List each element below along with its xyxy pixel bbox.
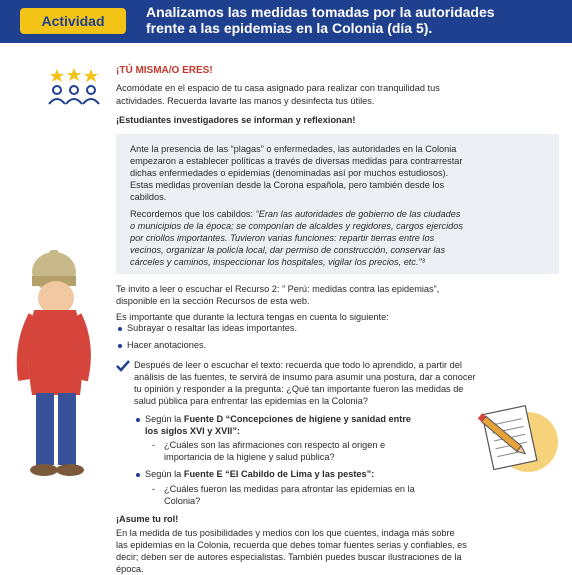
bullet-item-1: Subrayar o resaltar las ideas importantes. (127, 323, 298, 333)
box-p2-line-4 (130, 244, 445, 256)
title-line-2: frente a las epidemias en la Colonia (día 5). (146, 20, 433, 36)
bullet-item-2: Hacer anotaciones. (127, 340, 207, 350)
cabildo-quote-3: por criollos importantes. Tuvieron varias funciones: repartir tierras entre los (130, 233, 435, 243)
box-p1-line-1: Ante la presencia de las “plagas” o enfermedades, las autoridades en la Colonia (130, 144, 457, 154)
fuente-d-question-2: importancia de la higiene y salud pública? (164, 452, 335, 462)
bullet-dot (118, 344, 122, 348)
box-p2-lead: Recordemos que los cabildos: (130, 209, 256, 219)
important-text: Es importante que durante la lectura tengas en cuenta lo siguiente: (116, 312, 389, 322)
fuente-e-lead: Según la (145, 469, 184, 479)
fuente-d-line-1 (145, 413, 411, 425)
title-line-1: Analizamos las medidas tomadas por la autoridades (146, 4, 495, 20)
box-p2-line-5 (130, 256, 425, 268)
activity-header (0, 0, 572, 43)
section1-line-1: Acomódate en el espacio de tu casa asignado para realizar con tranquilidad tus (116, 83, 440, 93)
box-p1-line-5: cabildos. (130, 192, 167, 202)
invite-line-2: disponible en la sección Recursos de esta web. (116, 296, 310, 306)
student-illustration (14, 250, 114, 490)
box-p1-line-2: empezaron a establecer políticas a través de diversas medidas para contrarrestar (130, 156, 463, 166)
box-p1-line-4: Estas medidas provenían desde la Corona española, pero también desde los (130, 180, 445, 190)
fuente-d-title: Fuente D “Concepciones de higiene y sanidad entre (183, 414, 412, 424)
invite-line-1: Te invito a leer o escuchar el Recurso 2: ” Perú: medidas contra las epidemias”, (116, 284, 440, 294)
dash: - (152, 484, 156, 494)
section1-line-2: actividades. Recuerda lavarte las manos y desinfecta tus útiles. (116, 96, 375, 106)
after-line-4: salud pública para enfrentar las epidemias en la Colonia? (134, 396, 368, 406)
after-line-1: Después de leer o escuchar el texto: recuerda que todo lo aprendido, a partir del (134, 360, 462, 370)
notepad-pencil-icon (468, 400, 560, 480)
dash: - (152, 440, 156, 450)
box-p1-line-3: dichas enfermedades o epidemias (denominadas así por muchos estudiosos). (130, 168, 449, 178)
box-p2-line-1 (130, 208, 460, 220)
checkmark-icon (116, 360, 130, 372)
cabildo-quote-5: cárceles y caminos, inspeccionar los hospitales, vigilar los precios, etc.”³ (130, 257, 425, 267)
fuente-d-line-2: los siglos XVI y XVII”: (145, 426, 240, 436)
fuente-e-title: Fuente E “El Cabildo de Lima y las pestes”: (183, 469, 375, 479)
activity-badge: Actividad (20, 8, 126, 34)
fuente-d-question-1: ¿Cuáles son las afirmaciones con respecto al origen e (164, 440, 386, 450)
asume-heading: ¡Asume tu rol! (116, 514, 179, 524)
bullet-dot (136, 473, 140, 477)
after-line-2: análisis de las fuentes, te servirá de insumo para asumir una postura, dar a conocer (134, 372, 476, 382)
fuente-e-question-1: ¿Cuáles fueron las medidas para afrontar las epidemias en la (164, 484, 415, 494)
group-stars-icon (45, 68, 103, 110)
bullet-dot (136, 418, 140, 422)
cabildo-quote-4: vecinos, organizar la policía local, dar permiso de construcción, conservar las (130, 245, 446, 255)
activity-title (146, 4, 566, 36)
cabildo-quote-2: o municipios de la época; se componían de alcaldes y regidores, cargos ejercidos (130, 221, 463, 231)
fuente-e-question-2: Colonia? (164, 496, 201, 506)
asume-line-4: época. (116, 564, 144, 574)
after-line-3: tu opinión y responder a la pregunta: ¿Qué tan importante fueron las medidas de (134, 384, 464, 394)
box-p2-line-2 (130, 220, 463, 232)
asume-line-2: las epidemias en la Colonia, recuerda que debes tomar fuentes serias y confiables, es (116, 540, 467, 550)
section-heading-investigadores: ¡Estudiantes investigadores se informan y reflexionan! (116, 115, 356, 125)
asume-line-3: decir; deben ser de autores especialistas. También puedes buscar ilustraciones de la (116, 552, 462, 562)
asume-line-1: En la medida de tus posibilidades y medios con los que cuentes, indaga más sobre (116, 528, 455, 538)
fuente-d-lead: Según la (145, 414, 184, 424)
fuente-e-line (145, 468, 374, 480)
bullet-dot (118, 327, 122, 331)
cabildo-quote-1: “Eran las autoridades de gobierno de las ciudades (255, 209, 461, 219)
box-p2-line-3 (130, 232, 434, 244)
section-heading-tu-misma: ¡TÚ MISMA/O ERES! (116, 65, 213, 76)
